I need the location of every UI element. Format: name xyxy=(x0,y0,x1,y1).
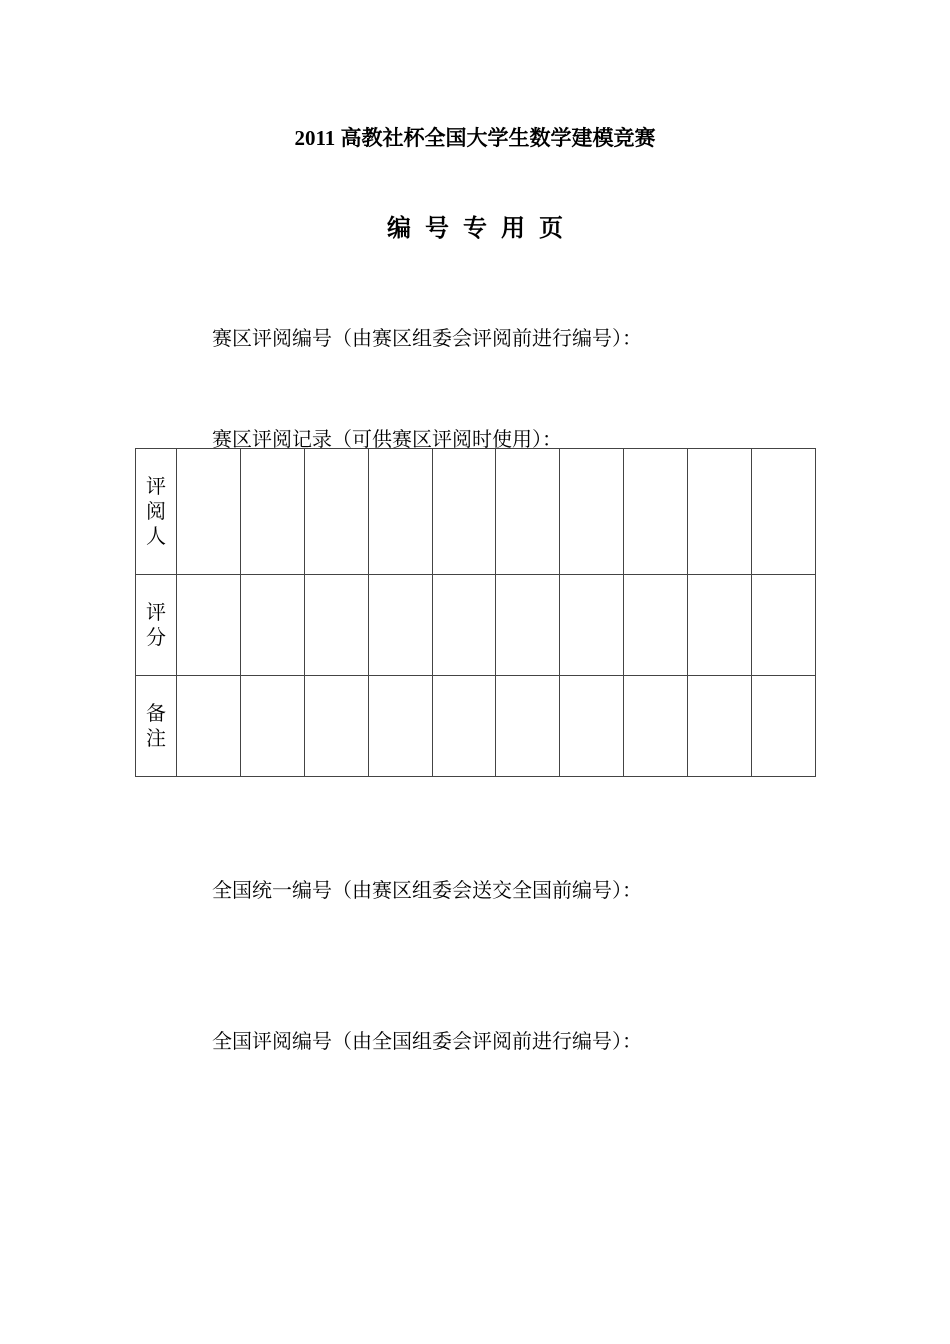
record-cell[interactable] xyxy=(432,575,496,676)
record-cell[interactable] xyxy=(304,676,368,777)
national-review-number-label: 全国评阅编号（由全国组委会评阅前进行编号）： xyxy=(212,1029,642,1053)
record-cell[interactable] xyxy=(240,575,304,676)
row-label-char: 评 xyxy=(146,474,166,498)
record-cell[interactable] xyxy=(240,676,304,777)
record-cell[interactable] xyxy=(177,449,241,575)
row-label-reviewer xyxy=(136,449,177,575)
row-label-char: 阅 xyxy=(146,499,166,523)
record-cell[interactable] xyxy=(496,449,560,575)
document-title: 2011 高教社杯全国大学生数学建模竞赛 xyxy=(294,126,656,150)
record-cell[interactable] xyxy=(432,449,496,575)
record-cell[interactable] xyxy=(368,449,432,575)
row-label-remarks xyxy=(136,676,177,777)
table-row-score xyxy=(136,575,816,676)
record-cell[interactable] xyxy=(752,676,816,777)
record-cell[interactable] xyxy=(304,575,368,676)
record-cell[interactable] xyxy=(624,575,688,676)
record-cell[interactable] xyxy=(688,575,752,676)
row-label-score xyxy=(136,575,177,676)
table-row-remarks xyxy=(136,676,816,777)
record-cell[interactable] xyxy=(177,575,241,676)
region-review-number-label: 赛区评阅编号（由赛区组委会评阅前进行编号）： xyxy=(212,326,642,350)
record-cell[interactable] xyxy=(496,676,560,777)
record-cell[interactable] xyxy=(496,575,560,676)
record-cell[interactable] xyxy=(752,449,816,575)
row-label-char: 分 xyxy=(146,625,166,649)
record-cell[interactable] xyxy=(624,449,688,575)
record-cell[interactable] xyxy=(240,449,304,575)
record-cell[interactable] xyxy=(304,449,368,575)
page-subtitle: 编号专用页 xyxy=(387,213,577,242)
record-cell[interactable] xyxy=(688,449,752,575)
row-label-char: 人 xyxy=(146,524,166,548)
row-label-char: 注 xyxy=(146,726,166,750)
record-cell[interactable] xyxy=(560,449,624,575)
record-cell[interactable] xyxy=(368,575,432,676)
table-row-reviewer xyxy=(136,449,816,575)
record-cell[interactable] xyxy=(624,676,688,777)
row-label-char: 备 xyxy=(146,701,166,725)
review-record-table xyxy=(135,448,816,777)
national-unified-number-label: 全国统一编号（由赛区组委会送交全国前编号）： xyxy=(212,878,642,902)
record-cell[interactable] xyxy=(177,676,241,777)
row-label-char: 评 xyxy=(146,600,166,624)
record-cell[interactable] xyxy=(368,676,432,777)
record-cell[interactable] xyxy=(752,575,816,676)
record-cell[interactable] xyxy=(688,676,752,777)
record-cell[interactable] xyxy=(432,676,496,777)
region-review-record-label: 赛区评阅记录（可供赛区评阅时使用）： xyxy=(212,427,562,451)
record-cell[interactable] xyxy=(560,676,624,777)
record-cell[interactable] xyxy=(560,575,624,676)
